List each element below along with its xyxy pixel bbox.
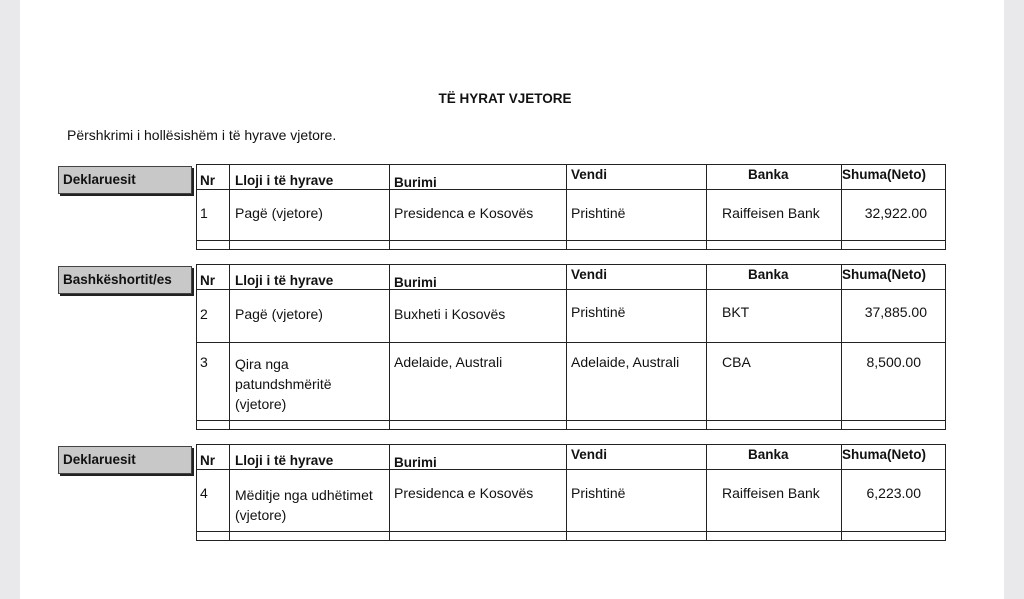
row-bank: BKT: [722, 304, 750, 320]
income-table-declarant: [196, 164, 946, 250]
header-nr: Nr: [200, 173, 216, 188]
section-label-declarant: Deklaruesit: [58, 166, 192, 194]
header-source: Burimi: [394, 175, 437, 190]
header-place: Vendi: [571, 447, 608, 462]
row-bank: Raiffeisen Bank: [722, 485, 820, 501]
header-bank: Banka: [748, 447, 789, 462]
header-type: Lloji i të hyrave: [235, 273, 334, 288]
header-amount: Shuma(Neto): [842, 447, 926, 462]
row-amount: 37,885.00: [864, 304, 927, 320]
row-nr: 2: [200, 306, 208, 322]
row-bank: Raiffeisen Bank: [722, 205, 820, 221]
row-source: Adelaide, Australi: [394, 354, 503, 370]
row-place: Adelaide, Australi: [571, 354, 680, 370]
section-label-declarant-2: Deklaruesit: [58, 446, 192, 474]
row-nr: 3: [200, 354, 208, 370]
row-place: Prishtinë: [571, 205, 626, 221]
header-nr: Nr: [200, 273, 216, 288]
document-page: [20, 0, 1004, 599]
section-label-spouse: Bashkëshortit/es: [58, 266, 192, 294]
row-place: Prishtinë: [571, 304, 626, 320]
row-place: Prishtinë: [571, 485, 626, 501]
header-source: Burimi: [394, 275, 437, 290]
row-amount: 6,223.00: [866, 485, 921, 501]
row-source: Presidenca e Kosovës: [394, 485, 534, 501]
header-type: Lloji i të hyrave: [235, 173, 334, 188]
row-type: Mëditje nga udhëtimet (vjetore): [235, 487, 373, 523]
row-source: Presidenca e Kosovës: [394, 205, 534, 221]
row-amount: 8,500.00: [866, 354, 921, 370]
row-source: Buxheti i Kosovës: [394, 306, 506, 322]
header-amount: Shuma(Neto): [842, 167, 926, 182]
header-nr: Nr: [200, 453, 216, 468]
income-table-spouse: [196, 264, 946, 430]
header-source: Burimi: [394, 455, 437, 470]
row-type: Pagë (vjetore): [235, 205, 323, 221]
row-type: Pagë (vjetore): [235, 306, 323, 322]
row-nr: 4: [200, 485, 208, 501]
header-place: Vendi: [571, 167, 608, 182]
header-place: Vendi: [571, 267, 608, 282]
row-amount: 32,922.00: [864, 205, 927, 221]
header-type: Lloji i të hyrave: [235, 453, 334, 468]
header-bank: Banka: [748, 167, 789, 182]
header-bank: Banka: [748, 267, 789, 282]
page-title: TË HYRAT VJETORE: [438, 91, 572, 106]
header-amount: Shuma(Neto): [842, 267, 926, 282]
row-type: Qira nga patundshmëritë (vjetore): [235, 356, 332, 412]
page-subtitle: Përshkrimi i hollësishëm i të hyrave vjetore.: [67, 127, 337, 143]
income-table-declarant-2: [196, 444, 946, 541]
row-bank: CBA: [722, 354, 751, 370]
row-nr: 1: [200, 205, 208, 221]
